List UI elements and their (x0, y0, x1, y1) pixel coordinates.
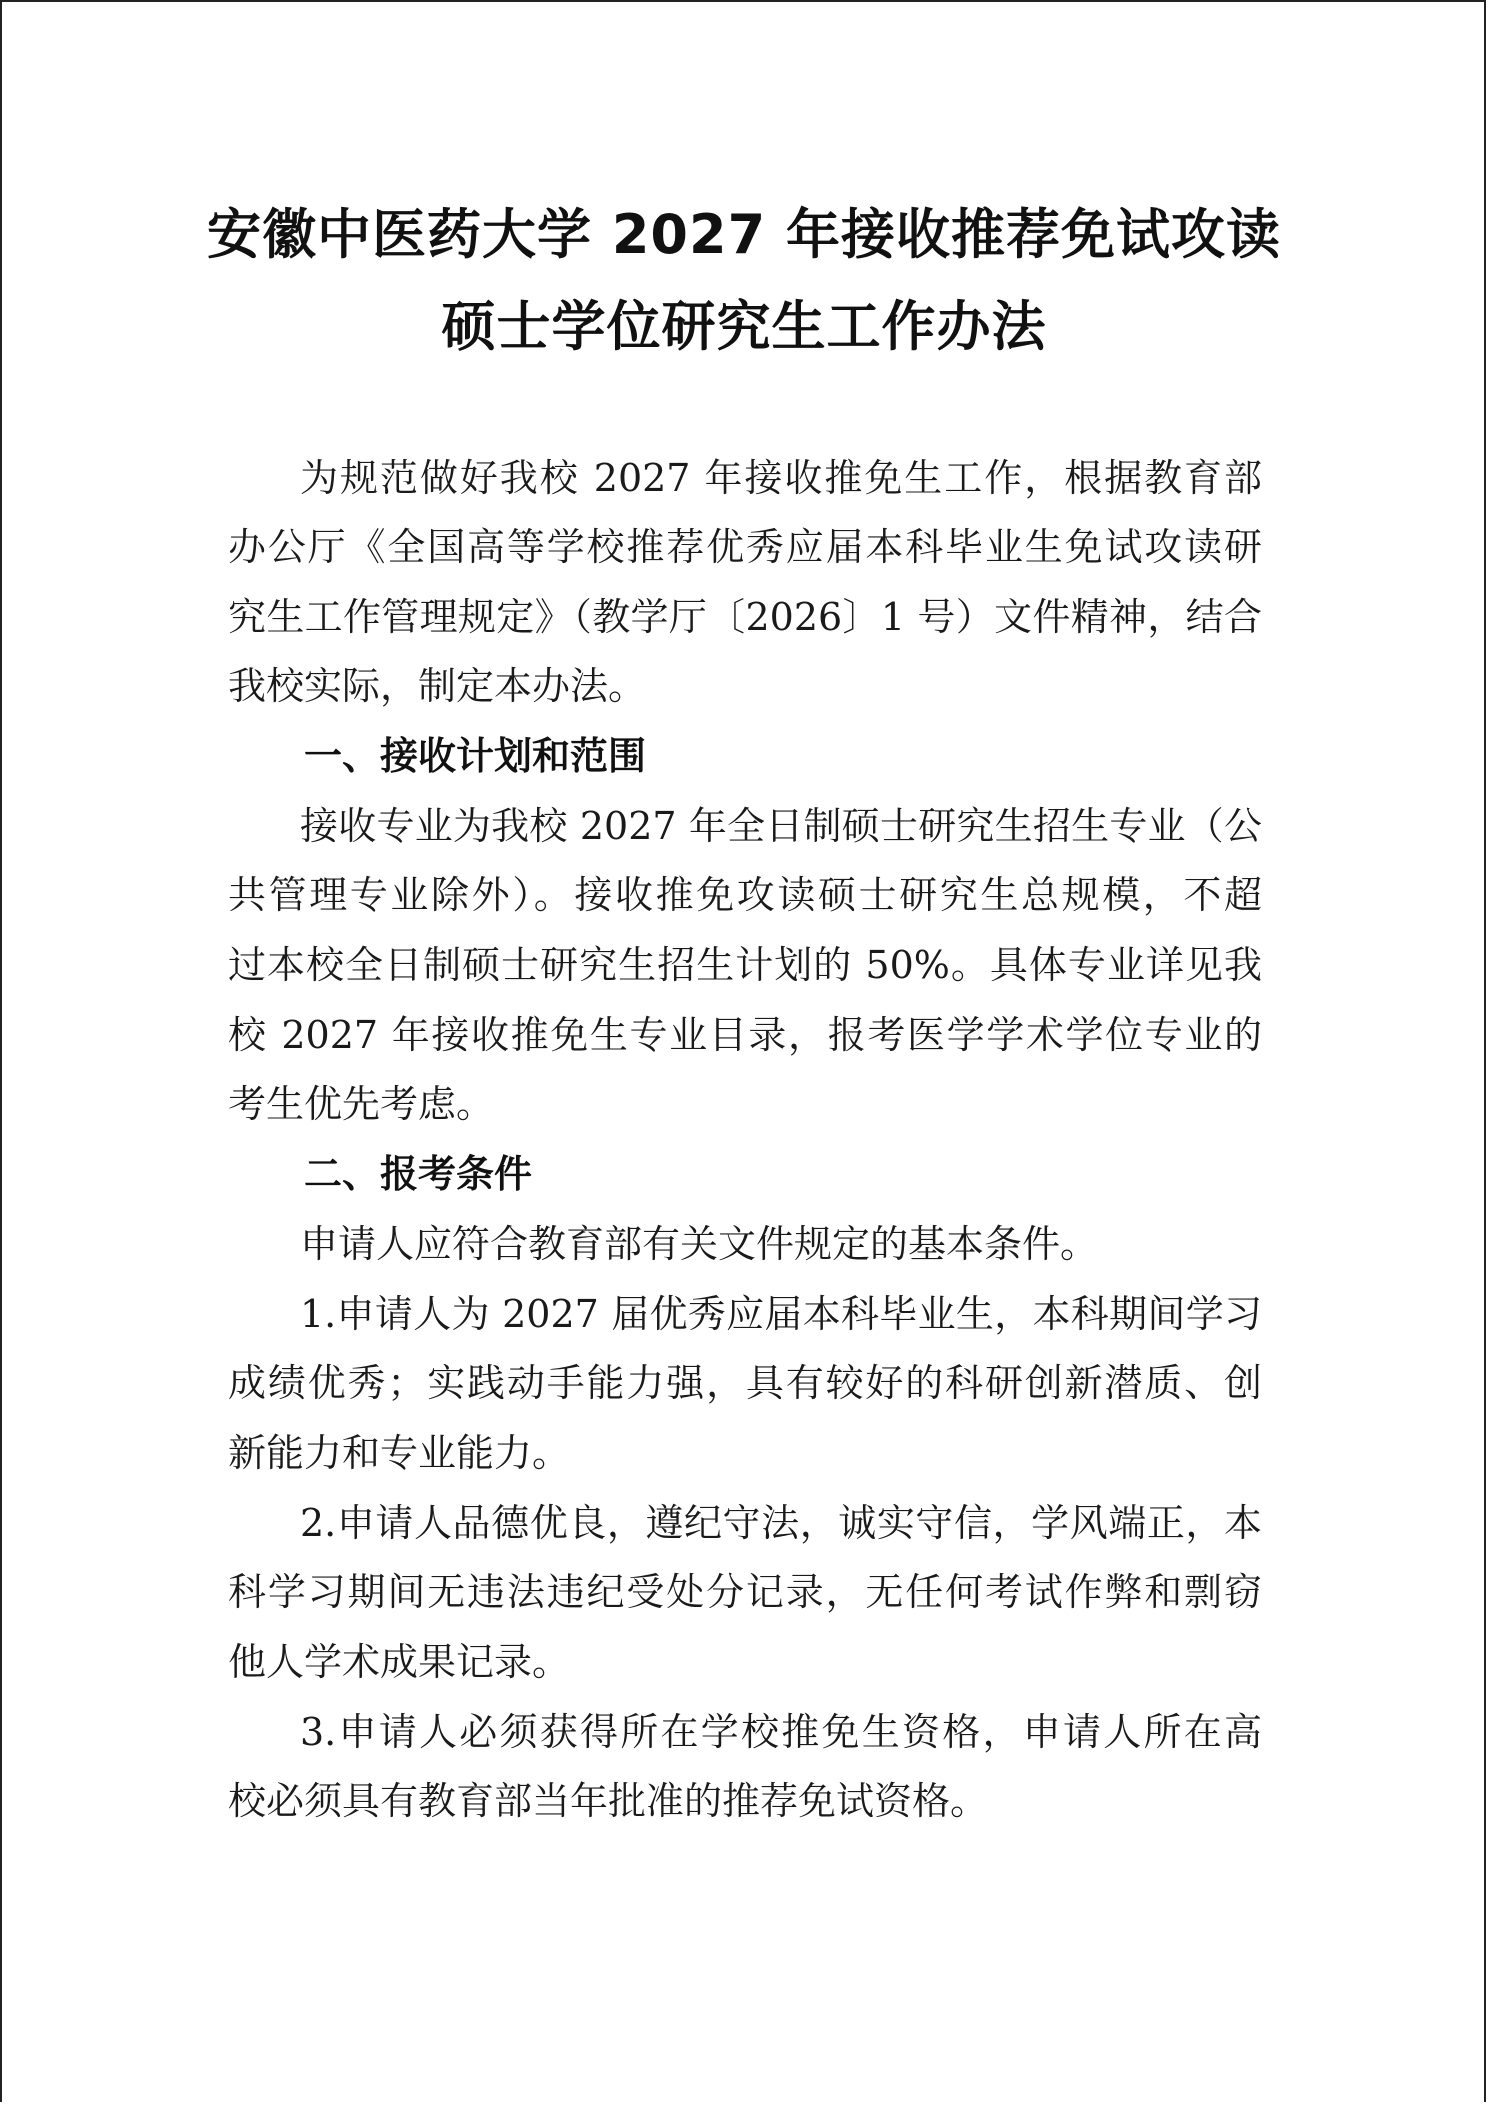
document-title-line-2: 硕士学位研究生工作办法 (441, 295, 1047, 358)
section-2-item-2-line-1: 2.申请人品德优良，遵纪守法，诚实守信，学风端正，本 (300, 1501, 1262, 1545)
section-2-item-2-line-3: 他人学术成果记录。 (228, 1640, 571, 1684)
intro-line-3: 究生工作管理规定》（教学厅〔2026〕1 号）文件精神，结合 (228, 595, 1262, 639)
intro-line-4: 我校实际，制定本办法。 (228, 664, 647, 708)
section-2-item-1-line-2: 成绩优秀；实践动手能力强，具有较好的科研创新潜质、创 (228, 1361, 1262, 1405)
section-1-line-1: 接收专业为我校 2027 年全日制硕士研究生招生专业（公 (300, 804, 1262, 848)
document-title-line-1: 安徽中医药大学 2027 年接收推荐免试攻读 (207, 203, 1281, 266)
section-2-intro: 申请人应符合教育部有关文件规定的基本条件。 (300, 1222, 1099, 1266)
section-1-line-3: 过本校全日制硕士研究生招生计划的 50%。具体专业详见我 (228, 943, 1262, 987)
section-2-item-1-line-1: 1.申请人为 2027 届优秀应届本科毕业生，本科期间学习 (300, 1292, 1262, 1336)
section-1-line-5: 考生优先考虑。 (228, 1082, 495, 1126)
section-2-item-1-line-3: 新能力和专业能力。 (228, 1431, 571, 1475)
section-2-item-3-line-1: 3.申请人必须获得所在学校推免生资格，申请人所在高 (300, 1710, 1262, 1754)
intro-line-2: 办公厅《全国高等学校推荐优秀应届本科毕业生免试攻读研 (228, 525, 1262, 569)
section-2-item-2-line-2: 科学习期间无违法违纪受处分记录，无任何考试作弊和剽窃 (228, 1570, 1262, 1614)
section-2-heading: 二、报考条件 (304, 1152, 533, 1196)
section-1-heading: 一、接收计划和范围 (304, 734, 647, 778)
section-1-line-4: 校 2027 年接收推免生专业目录，报考医学学术学位专业的 (228, 1013, 1262, 1057)
section-1-line-2: 共管理专业除外）。接收推免攻读硕士研究生总规模，不超 (228, 873, 1262, 917)
intro-line-1: 为规范做好我校 2027 年接收推免生工作，根据教育部 (300, 456, 1262, 500)
section-2-item-3-line-2: 校必须具有教育部当年批准的推荐免试资格。 (228, 1779, 989, 1823)
